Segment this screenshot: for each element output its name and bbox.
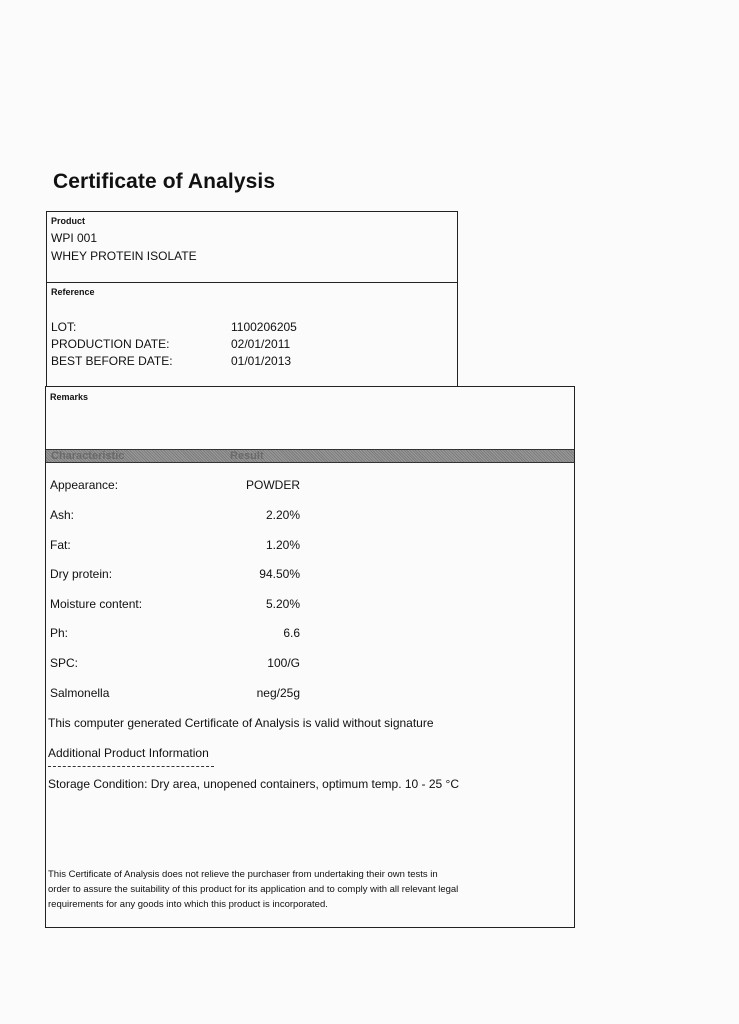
characteristic-value: 1.20% [265,538,300,552]
analysis-row [50,508,310,524]
analysis-row [50,626,310,642]
characteristic-value: neg/25g [256,686,300,700]
characteristic-name: Salmonella [50,686,110,700]
disclaimer-line: requirements for any goods into which this product is incorporated. [48,899,328,910]
product-label: Product [51,216,86,226]
best-before-label: BEST BEFORE DATE: [51,354,173,368]
characteristic-value: 100/G [267,656,300,670]
production-date-value: 02/01/2011 [231,337,291,351]
product-box [46,211,458,283]
remarks-label: Remarks [50,392,89,402]
product-name: WHEY PROTEIN ISOLATE [51,249,197,263]
storage-condition: Storage Condition: Dry area, unopened containers, optimum temp. 10 - 25 °C [48,777,460,791]
characteristic-value: 5.20% [265,597,300,611]
characteristic-value: POWDER [246,478,300,492]
analysis-row [50,478,310,494]
additional-info-label: Additional Product Information [48,746,209,760]
reference-box [46,282,458,387]
disclaimer-line: order to assure the suitability of this product for its application and to comply with all relevant legal [48,884,459,895]
analysis-row [50,538,310,554]
lot-label: LOT: [51,320,77,334]
product-code: WPI 001 [51,231,98,245]
characteristic-name: Fat: [50,538,71,552]
production-date-label: PRODUCTION DATE: [51,337,170,351]
best-before-value: 01/01/2013 [231,354,292,368]
characteristic-name: Ash: [50,508,75,522]
characteristic-header: Characteristic [51,450,125,462]
characteristic-name: SPC: [50,656,79,670]
characteristic-value: 6.6 [283,626,300,640]
result-header: Result [230,450,264,462]
analysis-header-bar [46,449,574,463]
lot-value: 1100206205 [231,320,297,334]
characteristic-value: 2.20% [265,508,300,522]
document-title: Certificate of Analysis [53,170,276,193]
analysis-row [50,656,310,672]
disclaimer-line: This Certificate of Analysis does not relieve the purchaser from undertaking their own tests in [48,869,438,880]
analysis-row [50,597,310,613]
characteristic-name: Appearance: [50,478,119,492]
reference-label: Reference [51,287,95,297]
characteristic-name: Ph: [50,626,69,640]
disclaimer [48,867,548,912]
characteristic-value: 94.50% [259,567,300,581]
validity-note: This computer generated Certificate of Analysis is valid without signature [48,716,434,730]
analysis-row [50,567,310,583]
analysis-row [50,686,310,702]
characteristic-name: Dry protein: [50,567,113,581]
divider [48,766,214,767]
characteristic-name: Moisture content: [50,597,143,611]
